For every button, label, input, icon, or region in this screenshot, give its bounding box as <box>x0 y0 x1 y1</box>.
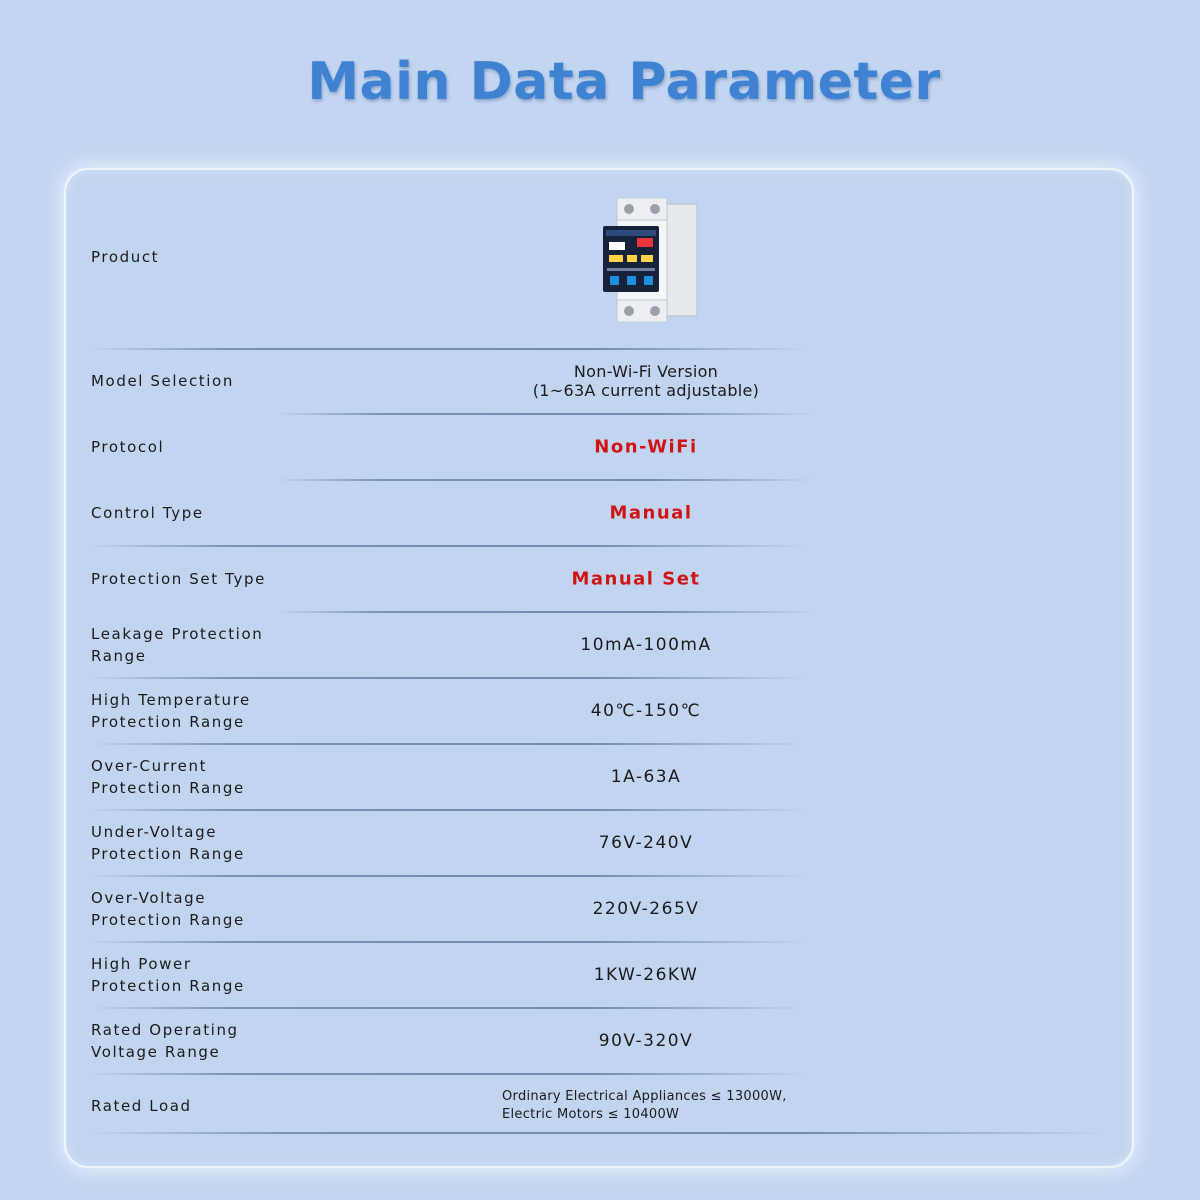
label-line-2: Protection Range <box>91 977 245 995</box>
table-row-over-current <box>66 745 1132 809</box>
table-row-control-type <box>66 481 1132 545</box>
label-line-1: Leakage Protection <box>91 625 264 643</box>
row-value-high-power: 1KW-26KW <box>593 965 699 985</box>
table-row-high-temperature <box>66 679 1132 743</box>
table-row-high-power <box>66 943 1132 1007</box>
table-row-leakage-protection <box>66 613 1132 677</box>
label-line-2: Protection Range <box>91 713 245 731</box>
label-line-1: High Temperature <box>91 691 251 709</box>
row-value-high-temperature: 40℃-150℃ <box>590 701 702 721</box>
row-label-rated-load: Rated Load <box>91 1097 192 1115</box>
row-label-product: Product <box>91 248 160 266</box>
row-label-rated-operating-voltage <box>91 1019 351 1063</box>
row-label-over-current <box>91 755 351 799</box>
row-label-high-temperature <box>91 689 351 733</box>
row-label-protocol: Protocol <box>91 438 165 456</box>
row-label-leakage-protection <box>91 623 351 667</box>
label-line-2: Range <box>91 647 147 665</box>
row-label-over-voltage <box>91 887 351 931</box>
table-row-product <box>66 170 1132 348</box>
rated-load-line-2: Electric Motors ≤ 10400W <box>502 1107 680 1122</box>
row-label-protection-set-type: Protection Set Type <box>91 570 266 588</box>
row-value-protection-set-type: Manual Set <box>571 568 701 590</box>
label-line-1: Under-Voltage <box>91 823 218 841</box>
row-label-model-selection: Model Selection <box>91 372 234 390</box>
row-value-over-voltage: 220V-265V <box>592 899 700 919</box>
table-row-under-voltage <box>66 811 1132 875</box>
row-value-model-selection <box>506 362 786 400</box>
table-row-rated-load <box>66 1075 1132 1137</box>
model-selection-line-1: Non-Wi-Fi Version <box>573 362 719 381</box>
row-value-protocol: Non-WiFi <box>594 436 698 458</box>
label-line-1: Rated Operating <box>91 1021 239 1039</box>
row-label-high-power <box>91 953 351 997</box>
row-value-leakage-protection: 10mA-100mA <box>580 635 712 655</box>
label-line-1: Over-Current <box>91 757 208 775</box>
row-value-rated-operating-voltage: 90V-320V <box>598 1031 694 1051</box>
parameter-table <box>66 170 1132 1166</box>
row-value-control-type: Manual <box>609 502 693 524</box>
row-value-over-current: 1A-63A <box>610 767 682 787</box>
row-value-rated-load <box>502 1088 862 1124</box>
label-line-2: Protection Range <box>91 845 245 863</box>
row-divider <box>88 1132 1108 1134</box>
table-row-rated-operating-voltage <box>66 1009 1132 1073</box>
row-label-under-voltage <box>91 821 351 865</box>
table-row-protection-set-type <box>66 547 1132 611</box>
label-line-2: Voltage Range <box>91 1043 221 1061</box>
table-row-over-voltage <box>66 877 1132 941</box>
page-title: Main Data Parameter <box>307 52 941 112</box>
row-label-control-type: Control Type <box>91 504 204 522</box>
label-line-2: Protection Range <box>91 911 245 929</box>
label-line-2: Protection Range <box>91 779 245 797</box>
table-row-protocol <box>66 415 1132 479</box>
label-line-1: Over-Voltage <box>91 889 207 907</box>
din-rail-protector-icon <box>601 198 701 322</box>
row-value-under-voltage: 76V-240V <box>598 833 694 853</box>
rated-load-line-1: Ordinary Electrical Appliances ≤ 13000W, <box>502 1089 787 1104</box>
label-line-1: High Power <box>91 955 192 973</box>
table-row-model-selection <box>66 350 1132 412</box>
model-selection-line-2: (1~63A current adjustable) <box>532 381 760 400</box>
